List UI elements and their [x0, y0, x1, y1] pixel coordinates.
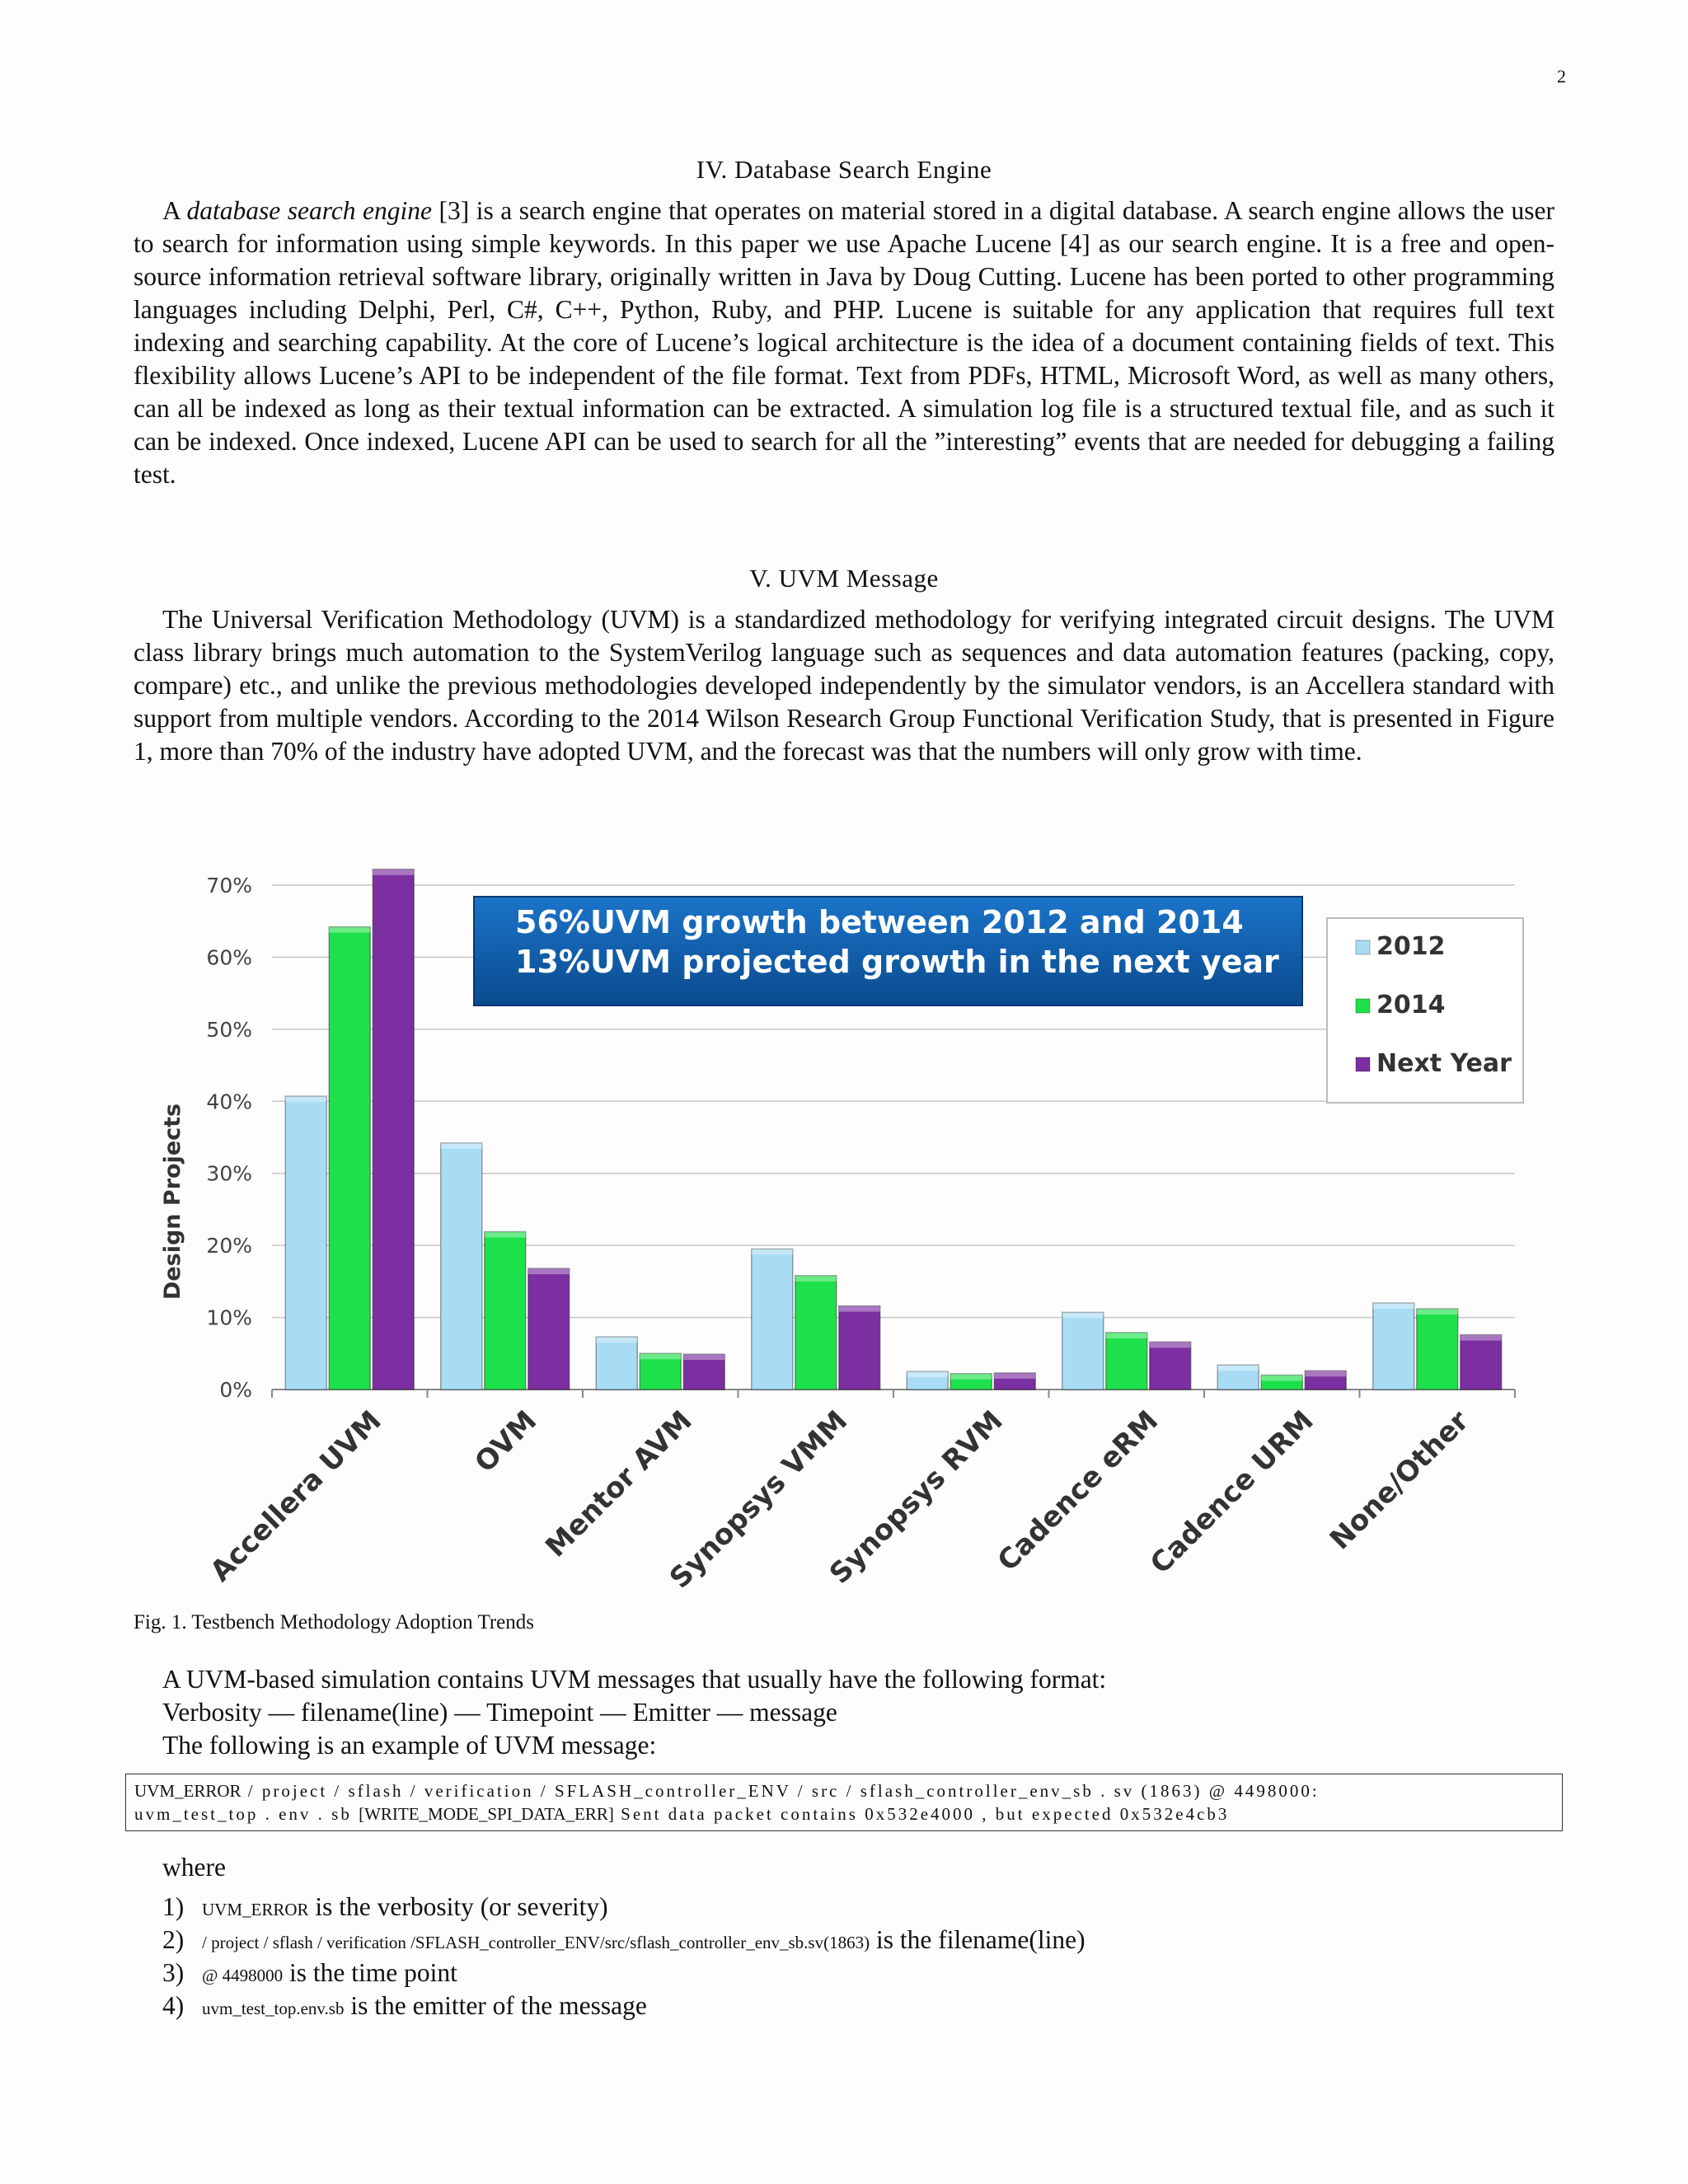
list-number: 3)	[162, 1958, 185, 1987]
x-tick-label: None/Other	[1323, 1404, 1476, 1557]
y-tick-label: 40%	[206, 1090, 252, 1114]
section-heading-uvm-message: V. UVM Message	[749, 564, 939, 593]
bar	[795, 1276, 837, 1390]
x-tick-label: Synopsys VMM	[663, 1404, 855, 1596]
bar	[1461, 1335, 1502, 1390]
list-code: / project / sflash / verification /SFLASH_controller_ENV/src/sflash_controller_env_sb.sv(1863)	[202, 1933, 870, 1952]
chart-banner-line-2: 13%UVM projected growth in the next year	[515, 944, 1279, 980]
bar	[1417, 1309, 1458, 1390]
bar-cap	[528, 1268, 570, 1274]
legend-label: 2012	[1376, 932, 1446, 961]
bar-cap	[373, 869, 414, 875]
bar	[528, 1268, 570, 1390]
list-item-3	[162, 1958, 457, 1988]
legend-swatch	[1356, 1057, 1370, 1071]
list-item-4	[162, 1991, 647, 2021]
bar-cap	[485, 1232, 526, 1238]
code-line-2	[134, 1802, 1554, 1825]
figure-caption: Fig. 1. Testbench Methodology Adoption Trends	[134, 1611, 535, 1633]
bar	[596, 1337, 637, 1390]
x-tick-label: Cadence URM	[1143, 1404, 1320, 1581]
bar-cap	[285, 1096, 326, 1102]
list-description: is the verbosity (or severity)	[308, 1892, 608, 1921]
bar	[285, 1096, 326, 1390]
paragraph-database-search-engine	[134, 194, 1554, 491]
bar-cap	[329, 927, 370, 933]
chart-banner-line-1: 56%UVM growth between 2012 and 2014	[515, 904, 1244, 940]
para-term: database search engine	[186, 196, 433, 225]
bar-cap	[1150, 1342, 1191, 1347]
y-tick-label: 50%	[206, 1017, 252, 1042]
code-line-1	[134, 1779, 1554, 1802]
bar-chart	[132, 839, 1566, 1597]
uvm-message-example-box	[125, 1774, 1563, 1831]
list-code: UVM_ERROR	[202, 1900, 309, 1919]
section-heading-database-search-engine: IV. Database Search Engine	[696, 155, 992, 184]
bar-cap	[1261, 1376, 1302, 1381]
bar-cap	[839, 1306, 880, 1312]
code-emitter: uvm_test_top . env . sb	[134, 1804, 359, 1824]
bar-cap	[752, 1249, 793, 1255]
paragraph-uvm-message: The Universal Verification Methodology (UVM) is a standardized methodology for verifying integrated circuit designs. The UVM class library brings much automation to the SystemVerilog language such as sequences and data automation features (packing, copy, compare) etc., and unlike the previous methodologies developed independently by the simulator vendors, is an Accellera standard with support from multiple vendors. According to the 2014 Wilson Research Group Functional Verification Study, that is presented in Figure 1, more than 70% of the industry have adopted UVM, and the forecast was that the numbers will only grow with time.	[134, 605, 1554, 766]
chart-banner	[474, 897, 1302, 1005]
bar	[1106, 1333, 1147, 1390]
bar	[329, 927, 370, 1390]
bar-cap	[596, 1337, 637, 1343]
y-tick-label: 30%	[206, 1161, 252, 1186]
bar	[752, 1249, 793, 1390]
list-code: uvm_test_top.env.sb	[202, 1999, 345, 2018]
list-number: 1)	[162, 1892, 185, 1921]
example-intro-line: The following is an example of UVM message:	[162, 1731, 657, 1760]
y-tick-label: 20%	[206, 1234, 252, 1258]
format-definition-line: Verbosity — filename(line) — Timepoint — Emitter — message	[162, 1698, 837, 1727]
bar-cap	[1217, 1365, 1259, 1371]
code-line-2-rest: Sent data packet contains 0x532e4000 , but expected 0x532e4cb3	[613, 1804, 1230, 1824]
bar-cap	[640, 1353, 681, 1359]
legend-label: Next Year	[1376, 1049, 1512, 1078]
bar	[1062, 1312, 1104, 1390]
code-verbosity-tag: UVM_ERROR	[134, 1781, 241, 1801]
format-intro-line: A UVM-based simulation contains UVM messages that usually have the following format:	[162, 1665, 1107, 1694]
y-tick-label: 60%	[206, 945, 252, 970]
x-tick-label: Accellera UVM	[204, 1404, 388, 1589]
bar-cap	[683, 1354, 724, 1360]
chart-legend	[1327, 918, 1523, 1103]
legend-swatch	[1356, 940, 1370, 954]
bar-cap	[1417, 1309, 1458, 1315]
x-tick-label: Synopsys RVM	[823, 1404, 1010, 1591]
bar-cap	[907, 1371, 948, 1377]
bar-cap	[1461, 1335, 1502, 1341]
bar-cap	[1106, 1333, 1147, 1338]
x-tick-label: OVM	[468, 1404, 544, 1479]
y-tick-label: 70%	[206, 874, 252, 898]
bar	[839, 1306, 880, 1390]
list-number: 2)	[162, 1925, 185, 1954]
bar-cap	[950, 1374, 992, 1380]
bar	[1150, 1342, 1191, 1390]
bar-cap	[441, 1143, 482, 1149]
bar	[373, 869, 414, 1390]
bar-cap	[1062, 1312, 1104, 1318]
bar	[441, 1143, 482, 1390]
bar-cap	[1373, 1303, 1414, 1309]
list-number: 4)	[162, 1991, 185, 2020]
list-description: is the filename(line)	[870, 1925, 1085, 1954]
y-axis-label: Design Projects	[160, 1103, 185, 1301]
figure-1-chart	[132, 839, 1566, 1597]
y-tick-label: 10%	[206, 1305, 252, 1330]
y-tick-label: 0%	[219, 1378, 252, 1402]
para-intro-text: A	[162, 196, 187, 225]
list-item-2	[162, 1925, 1085, 1955]
list-description: is the time point	[283, 1958, 457, 1987]
x-tick-label: Mentor AVM	[539, 1404, 699, 1564]
list-description: is the emitter of the message	[344, 1991, 647, 2020]
para-body-text: [3] is a search engine that operates on material stored in a digital database. A search engine allows the user to search for information using simple keywords. In this paper we use Apache Lucene [4] as our search engine. It is a free and open-source information retrieval software library, originally written in Java by Doug Cutting. Lucene has been ported to other programming languages including Delphi, Perl, C#, C++, Python, Ruby, and PHP. Lucene is suitable for any application that requires full text indexing and searching capability. At the core of Lucene’s logical architecture is the idea of a document containing fields of text. This flexibility allows Lucene’s API to be independent of the file format. Text from PDFs, HTML, Microsoft Word, as well as many others, can all be indexed as long as their textual information can be extracted. A simulation log file is a structured textual file, and as such it can be indexed. Once indexed, Lucene API can be used to search for all the ”interesting” events that are needed for debugging a failing test.	[134, 196, 1554, 489]
bar	[1373, 1303, 1414, 1390]
bar-cap	[795, 1276, 837, 1282]
page-number: 2	[1557, 66, 1566, 87]
list-code: @ 4498000	[202, 1966, 284, 1985]
where-label: where	[162, 1853, 226, 1882]
legend-swatch	[1356, 999, 1370, 1013]
bar-cap	[1305, 1371, 1346, 1376]
legend-label: 2014	[1376, 991, 1446, 1019]
code-line-1-rest: / project / sflash / verification / SFLASH_controller_ENV / src / sflash_controller_env_sb . sv (1863) @ 4498000:	[241, 1781, 1320, 1801]
bar	[485, 1232, 526, 1390]
bar-cap	[994, 1373, 1035, 1379]
list-item-1	[162, 1892, 608, 1922]
code-message-id: [WRITE_MODE_SPI_DATA_ERR]	[359, 1804, 614, 1824]
x-tick-label: Cadence eRM	[991, 1404, 1165, 1578]
